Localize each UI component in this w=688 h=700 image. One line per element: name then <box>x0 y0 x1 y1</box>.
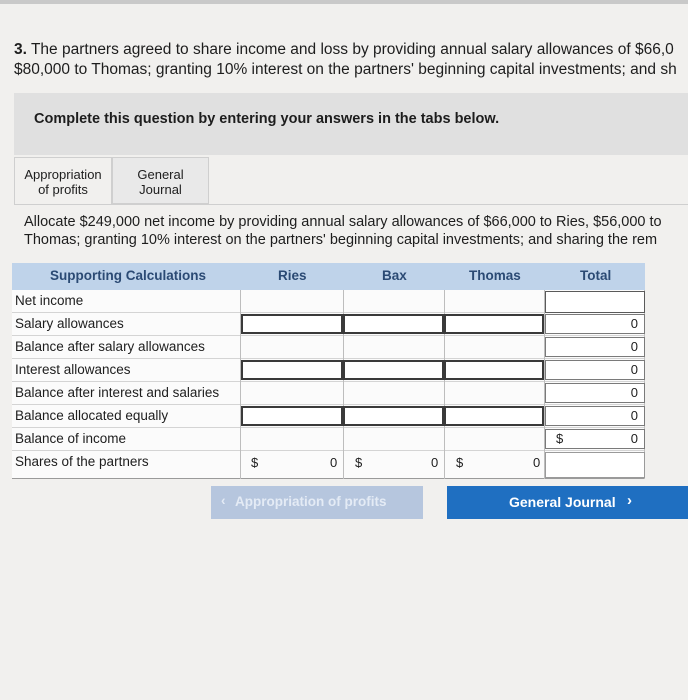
total-value: 0 <box>630 362 638 377</box>
row-label: Salary allowances <box>15 316 124 331</box>
row-label: Balance of income <box>15 431 127 446</box>
bax-share-value: 0 <box>431 455 439 470</box>
row-label: Shares of the partners <box>15 454 149 469</box>
header-ries: Ries <box>278 268 307 283</box>
allocation-line-2: Thomas; granting 10% interest on the partners' beginning capital investments; and sharing the rem <box>24 232 658 248</box>
ries-share-value: 0 <box>330 455 338 470</box>
instruction-banner <box>14 93 688 155</box>
ries-dollar-sign: $ <box>251 455 259 470</box>
total-value: 0 <box>630 339 638 354</box>
total-value: 0 <box>630 316 638 331</box>
question-line-1: The partners agreed to share income and loss by providing annual salary allowances of $66,0 <box>30 41 674 58</box>
row-label: Net income <box>15 293 84 308</box>
tab-label-line-1: Appropriation <box>24 167 102 182</box>
balance-after-salary-total <box>545 337 645 357</box>
allocation-line-1: Allocate $249,000 net income by providing annual salary allowances of $66,000 to Ries, $56,000 to <box>24 214 662 230</box>
row-label: Balance allocated equally <box>15 408 169 423</box>
interest-thomas-input[interactable] <box>444 360 544 380</box>
interest-total <box>545 360 645 380</box>
supporting-calculations-table <box>12 263 645 479</box>
question-number: 3. <box>14 41 27 58</box>
tab-label-line-2: Journal <box>139 182 182 197</box>
equal-ries-input[interactable] <box>241 406 343 426</box>
header-thomas: Thomas <box>469 268 521 283</box>
instruction-text: Complete this question by entering your answers in the tabs below. <box>34 111 500 127</box>
allocation-instructions <box>24 213 688 249</box>
balance-after-interest-total <box>545 383 645 403</box>
salary-ries-input[interactable] <box>241 314 343 334</box>
salary-thomas-input[interactable] <box>444 314 544 334</box>
row-label: Balance after interest and salaries <box>15 385 220 400</box>
bax-dollar-sign: $ <box>355 455 363 470</box>
tab-label-line-2: of profits <box>38 182 88 197</box>
equal-thomas-input[interactable] <box>444 406 544 426</box>
net-income-total-input[interactable] <box>545 291 645 313</box>
interest-ries-input[interactable] <box>241 360 343 380</box>
prev-tab-button[interactable] <box>211 486 423 519</box>
total-value: 0 <box>630 385 638 400</box>
total-value: 0 <box>630 431 638 446</box>
row-label: Interest allowances <box>15 362 131 377</box>
prev-button-label: Appropriation of profits <box>235 494 387 509</box>
salary-total <box>545 314 645 334</box>
total-value: 0 <box>630 408 638 423</box>
total-dollar-sign: $ <box>556 431 564 446</box>
tab-general-journal[interactable] <box>112 157 209 204</box>
header-total: Total <box>580 268 612 283</box>
equal-bax-input[interactable] <box>343 406 444 426</box>
thomas-share-value: 0 <box>533 455 541 470</box>
interest-bax-input[interactable] <box>343 360 444 380</box>
tab-appropriation-of-profits[interactable] <box>14 157 112 204</box>
header-supporting-calculations: Supporting Calculations <box>50 268 207 283</box>
next-tab-button[interactable] <box>447 486 688 519</box>
salary-bax-input[interactable] <box>343 314 444 334</box>
top-divider <box>0 0 688 4</box>
balance-of-income-total <box>545 429 645 449</box>
row-label: Balance after salary allowances <box>15 339 205 354</box>
tab-label-line-1: General <box>137 167 184 182</box>
chevron-left-icon: ‹ <box>221 493 226 508</box>
table-header-row <box>12 263 645 290</box>
question-text <box>14 40 688 80</box>
equal-allocation-total <box>545 406 645 426</box>
question-line-2: $80,000 to Thomas; granting 10% interest on the partners' beginning capital investments; and sh <box>14 61 677 78</box>
next-button-label: General Journal <box>509 494 616 510</box>
shares-total-cell <box>545 452 645 478</box>
tab-content-divider <box>14 204 688 205</box>
thomas-dollar-sign: $ <box>456 455 464 470</box>
header-bax: Bax <box>382 268 407 283</box>
chevron-right-icon: › <box>627 492 632 509</box>
